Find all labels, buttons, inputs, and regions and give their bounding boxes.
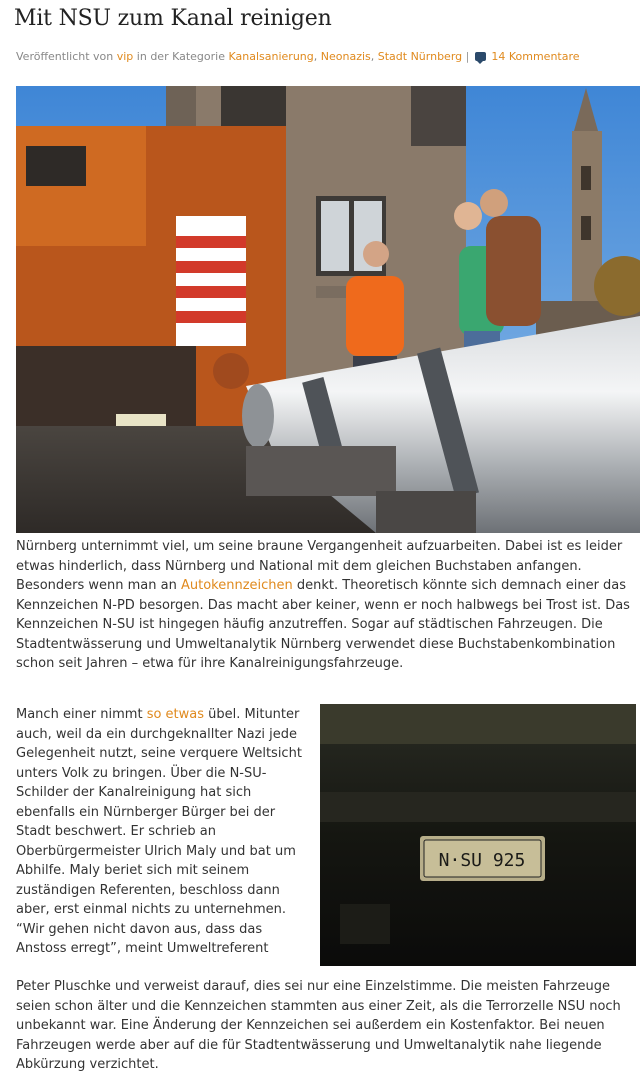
paragraph-complaint xyxy=(16,705,310,959)
category-link-neonazis[interactable]: Neonazis xyxy=(320,50,371,63)
autokennzeichen-link[interactable]: Autokennzeichen xyxy=(180,578,293,593)
paragraph-intro-text-1: Nürnberg unternimmt viel, um seine braune Vergangenheit aufzuarbeiten. Dabei ist es leider etwas hinderlich, dass Nürnberg und National mit dem gleichen Buchstaben anfangen. Besonders wenn man an xyxy=(16,539,623,593)
meta-category-text: in der Kategorie xyxy=(136,50,225,63)
paragraph-complaint-text-1: Manch einer nimmt xyxy=(16,707,147,722)
comments-link[interactable]: 14 Kommentare xyxy=(491,50,580,63)
so-etwas-link[interactable]: so etwas xyxy=(146,707,205,722)
meta-prefix: Veröffentlicht von xyxy=(16,50,114,63)
category-link-stadt-nuernberg[interactable]: Stadt Nürnberg xyxy=(377,50,463,63)
paragraph-response: Peter Pluschke und verweist darauf, dies sei nur eine Einzelstimme. Die meisten Fahrzeuge seien schon älter und die Kennzeichen stammten aus einer Zeit, als die Terrorzelle NSU noch unbekannt war. Eine Änderung der Kennzeichen sei außerdem ein Kostenfaktor. Bei neuen Fahrzeugen werde aber auf die für Stadtentwässerung und Umweltanalytik nahe liegende Abkürzung verzichtet. xyxy=(16,979,621,1072)
paragraph-intro-text-2: denkt. Theoretisch könnte sich demnach einer das Kennzeichen N-PD besorgen. Das macht aber keiner, wenn er noch halbwegs bei Trost ist. Das Kennzeichen N-SU ist hingegen häufig anzutreffen. Sogar auf städtischen Fahrzeugen. Die Stadtentwässerung und Umweltanalytik Nürnberg verwendet diese Buchstabenkombination schon seit Jahren – etwa für ihre Kanalreinigungsfahrzeuge. xyxy=(16,578,630,671)
author-link[interactable]: vip xyxy=(116,50,134,63)
plate-photo xyxy=(320,704,636,966)
post-title[interactable]: Mit NSU zum Kanal reinigen xyxy=(14,6,332,31)
plate-text: N·SU 925 xyxy=(438,850,526,871)
post-meta: Veröffentlicht von vip in der Kategorie Kanalsanierung, Neonazis, Stadt Nürnberg | 14 Kommentare xyxy=(16,50,580,63)
paragraph-complaint-text-2: übel. Mitunter auch, weil da ein durchgeknallter Nazi jede Gelegenheit nutzt, seine verquere Weltsicht unters Volk zu bringen. Über die N-SU-Schilder der Kanalreinigung hat sich ebenfalls ein Nürnberger Bürger bei der Stadt beschwert. Er schrieb an Oberbürgermeister Ulrich Maly und bat um Abhilfe. Maly beriet sich mit seinem zuständigen Referenten, beschloss dann aber, erst einmal nichts zu unternehmen. “Wir gehen nicht davon aus, dass das Anstoss erregt”, meint Umweltreferent xyxy=(16,707,302,956)
category-link-kanalsanierung[interactable]: Kanalsanierung xyxy=(228,50,314,63)
hero-photo xyxy=(16,86,640,533)
comment-icon xyxy=(475,52,486,61)
paragraph-intro xyxy=(16,537,632,674)
